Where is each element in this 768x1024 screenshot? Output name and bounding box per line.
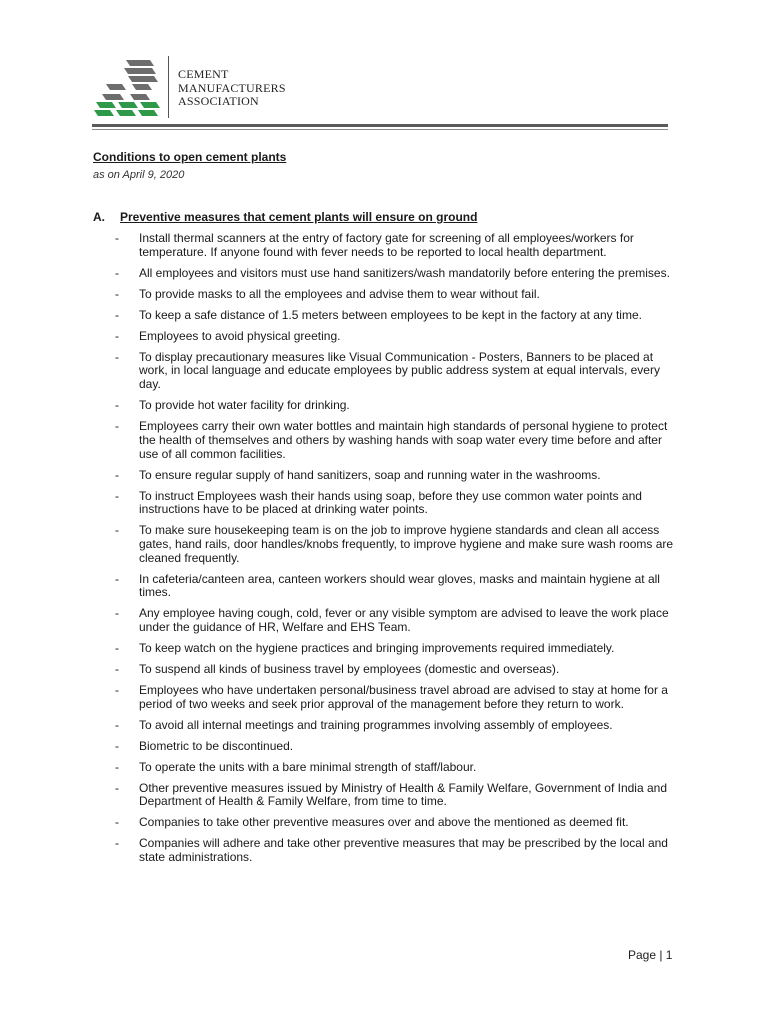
document-date: as on April 9, 2020 [93,169,185,181]
letterhead [92,54,672,134]
list-item: - Companies to take other preventive measures over and above the mentioned as deemed fit. [115,816,680,830]
org-name-line: CEMENT [178,67,229,81]
cma-logo [92,54,162,120]
list-item: - Any employee having cough, cold, fever or any visible symptom are advised to leave the work place under the guidance of HR, Welfare and EHS Team. [115,607,680,634]
logo-green-blocks [94,102,160,116]
document-title: Conditions to open cement plants [93,150,287,164]
list-item: - In cafeteria/canteen area, canteen workers should wear gloves, masks and maintain hygiene at all times. [115,573,680,600]
list-item: - To keep a safe distance of 1.5 meters between employees to be kept in the factory at any time. [115,309,680,323]
list-item: - All employees and visitors must use hand sanitizers/wash mandatorily before entering the premises. [115,267,680,281]
list-item: - Companies will adhere and take other preventive measures that may be prescribed by the local and state administrations. [115,837,680,864]
measures-list [115,232,680,872]
section-heading [93,210,477,224]
list-item: - Employees who have undertaken personal/business travel abroad are advised to stay at home for a period of two weeks and seek prior approval of the management before they return to work. [115,684,680,711]
header-rule-thick [92,124,668,127]
logo-divider [168,56,169,118]
list-item: - To instruct Employees wash their hands using soap, before they use common water points and instructions have to be placed at drinking water points. [115,490,680,517]
list-item: - To suspend all kinds of business travel by employees (domestic and overseas). [115,663,680,677]
list-item: - To operate the units with a bare minimal strength of staff/labour. [115,761,680,775]
list-item: - To keep watch on the hygiene practices and bringing improvements required immediately. [115,642,680,656]
list-item: - To display precautionary measures like Visual Communication - Posters, Banners to be placed at work, in local language and educate employees by public address system at equal intervals, every day. [115,351,680,392]
list-item: - To provide masks to all the employees and advise them to wear without fail. [115,288,680,302]
list-item: - Install thermal scanners at the entry of factory gate for screening of all employees/workers for temperature. If anyone found with fever needs to be reported to local health department. [115,232,680,259]
section-number: A. [93,210,105,224]
org-name-line: MANUFACTURERS [178,80,286,95]
logo-gray-blocks [102,60,158,100]
list-item: - Employees to avoid physical greeting. [115,330,680,344]
list-item: - To provide hot water facility for drinking. [115,399,680,413]
section-title: Preventive measures that cement plants will ensure on ground [120,210,478,224]
header-rule-thin [92,129,668,130]
page-number: Page | 1 [628,948,673,962]
organization-name [178,68,286,109]
list-item: - To ensure regular supply of hand sanitizers, soap and running water in the washrooms. [115,469,680,483]
list-item: - Biometric to be discontinued. [115,740,680,754]
list-item: - Employees carry their own water bottles and maintain high standards of personal hygiene to protect the health of themselves and others by washing hands with soap water every time before and after use of all common facilities. [115,420,680,461]
list-item: - To make sure housekeeping team is on the job to improve hygiene standards and clean all access gates, hand rails, door handles/knobs frequently, to improve hygiene and make sure wash rooms are cleaned frequently. [115,524,680,565]
list-item: - Other preventive measures issued by Ministry of Health & Family Welfare, Government of India and Department of Health & Family Welfare, from time to time. [115,782,680,809]
org-name-line: ASSOCIATION [178,94,259,108]
list-item: - To avoid all internal meetings and training programmes involving assembly of employees. [115,719,680,733]
